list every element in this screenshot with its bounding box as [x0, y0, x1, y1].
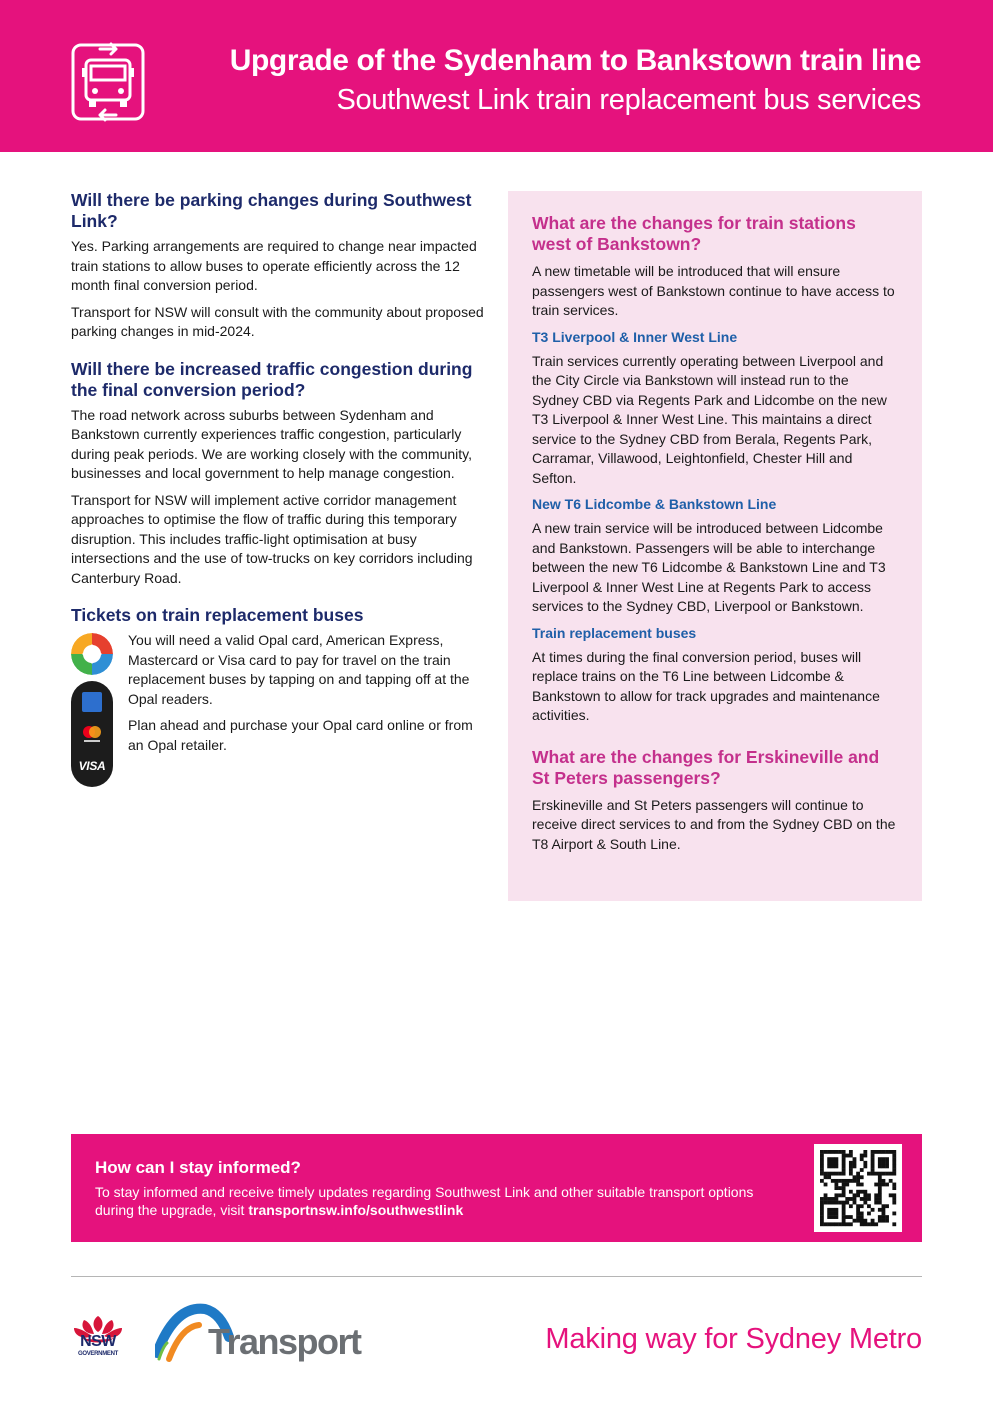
page-header	[0, 0, 993, 152]
right-panel	[508, 191, 922, 901]
replacement-buses-subheading: Train replacement buses	[532, 624, 697, 641]
payment-cards-badge	[71, 681, 113, 787]
footer-divider	[71, 1276, 922, 1277]
west-intro: A new timetable will be introduced that will ensure passengers west of Bankstown continue to have access to train services.	[532, 263, 895, 318]
t3-paragraph: Train services currently operating between Liverpool and the City Circle via Bankstown will instead run to the Sydney CBD via Regents Park and Lidcombe on the new T3 Liverpool & Inner West Line. This maintains a direct service to the Sydney CBD from Berala, Regents Park, Carramar, Villawood, Leightonfield, Chester Hill and Sefton.	[532, 352, 887, 486]
qr-code-icon[interactable]	[814, 1144, 902, 1232]
bus-replacement-icon	[70, 40, 146, 124]
visa-icon: VISA	[78, 759, 106, 773]
erskineville-section	[532, 747, 898, 855]
stay-informed-banner	[71, 1134, 922, 1242]
tickets-heading: Tickets on train replacement buses	[71, 605, 364, 625]
traffic-paragraph: The road network across suburbs between Sydenham and Bankstown currently experiences traffic congestion, particularly during peak periods. We are working closely with the community, businesses and local government to help manage congestion.	[71, 406, 472, 481]
amex-icon	[82, 692, 102, 712]
tickets-section	[71, 605, 486, 773]
tickets-paragraph: Plan ahead and purchase your Opal card online or from an Opal retailer.	[128, 717, 473, 753]
replacement-buses-paragraph: At times during the final conversion period, buses will replace trains on the T6 Line between Lidcombe & Bankstown to allow for track upgrades and maintenance activities.	[532, 648, 880, 723]
parking-paragraph: Yes. Parking arrangements are required to change near impacted train stations to allow buses to operate efficiently across the 12 month final conversion period.	[71, 238, 477, 293]
traffic-heading: Will there be increased traffic congestion during the final conversion period?	[71, 358, 473, 400]
erskineville-heading: What are the changes for Erskineville and St Peters passengers?	[532, 746, 880, 788]
southwestlink-link[interactable]: transportnsw.info/southwestlink	[248, 1201, 464, 1218]
west-of-bankstown-section	[532, 213, 898, 726]
t6-paragraph: A new train service will be introduced between Lidcombe and Bankstown. Passengers will be able to interchange between the new T6 Lidcombe & Bankstown Line and T3 Liverpool & Inner West Line at Regents Park to access services to the Sydney CBD, Liverpool or Bankstown.	[532, 520, 886, 614]
banner-text	[95, 1184, 775, 1219]
page-subtitle: Southwest Link train replacement bus services	[336, 84, 921, 116]
opal-icon	[71, 633, 113, 675]
banner-body: To stay informed and receive timely updates regarding Southwest Link and other suitable transport options during the upgrade, visit	[95, 1184, 754, 1218]
banner-title: How can I stay informed?	[95, 1158, 301, 1177]
t3-subheading: T3 Liverpool & Inner West Line	[532, 328, 738, 345]
traffic-paragraph: Transport for NSW will implement active corridor management approaches to optimise the flow of traffic during this temporary disruption. This includes traffic-light optimisation at busy intersections and the use of tow-trucks on key corridors including Canterbury Road.	[71, 491, 473, 586]
tickets-block	[71, 631, 486, 773]
t6-subheading: New T6 Lidcombe & Bankstown Line	[532, 496, 777, 512]
nsw-government-label: GOVERNMENT	[77, 1351, 118, 1357]
page-title: Upgrade of the Sydenham to Bankstown train line	[229, 44, 921, 77]
tickets-text	[128, 631, 486, 755]
erskineville-paragraph: Erskineville and St Peters passengers will continue to receive direct services to and from the Sydney CBD on the T8 Airport & South Line.	[532, 796, 896, 852]
parking-section	[71, 190, 486, 342]
mastercard-icon	[81, 723, 103, 745]
traffic-section	[71, 359, 486, 589]
parking-heading: Will there be parking changes during Southwest Link?	[71, 190, 472, 231]
nsw-wordmark: NSW	[80, 1333, 116, 1350]
west-heading: What are the changes for train stations west of Bankstown?	[532, 213, 856, 254]
tickets-paragraph: You will need a valid Opal card, American Express, Mastercard or Visa card to pay for travel on the train replacement buses by tapping on and tapping off at the Opal readers.	[128, 632, 470, 707]
tagline: Making way for Sydney Metro	[545, 1323, 922, 1355]
transport-wordmark: Transport	[208, 1321, 361, 1362]
left-column	[71, 190, 486, 773]
parking-paragraph: Transport for NSW will consult with the community about proposed parking changes in mid-2024.	[71, 303, 484, 339]
